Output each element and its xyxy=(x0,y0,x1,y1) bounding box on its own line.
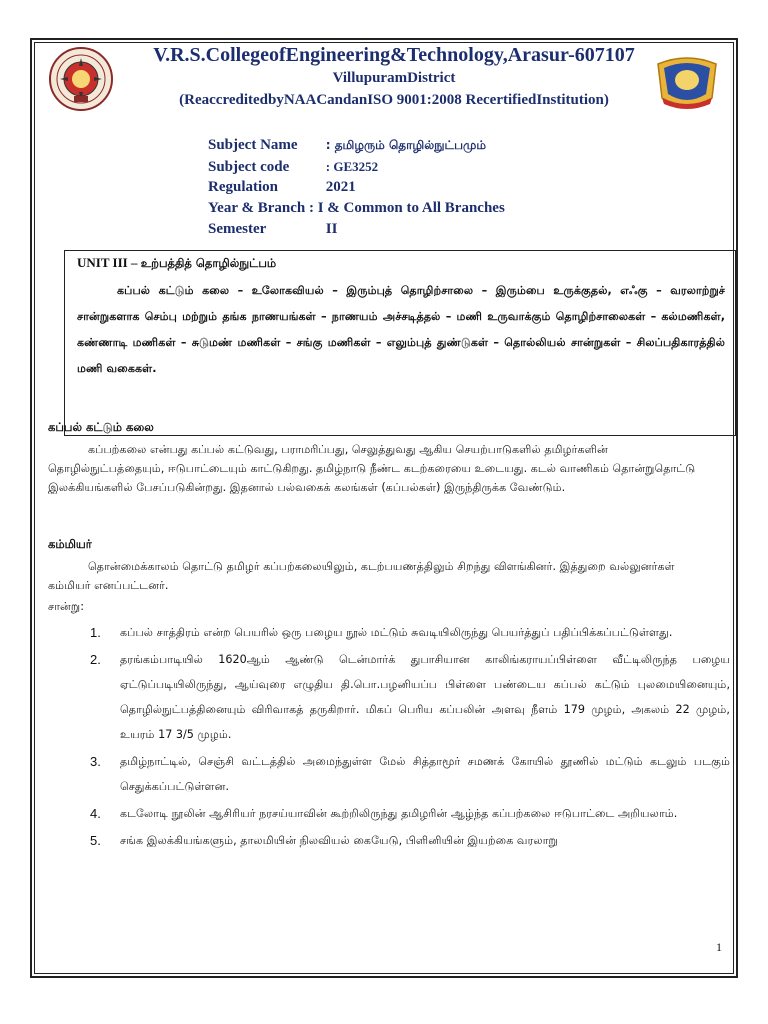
evidence-label: சான்று: xyxy=(48,600,85,613)
list-item-text: கடலோடி நூலின் ஆசிரியர் நரசய்யாவின் கூற்றிலிருந்து தமிழரின் ஆழ்ந்த கப்பற்கலை ஈடுபாட்டை அறியலாம். xyxy=(120,807,678,820)
list-item xyxy=(90,647,730,747)
unit-title-tamil: உற்பத்தித் தொழில்நுட்பம் xyxy=(140,256,277,270)
unit-syllabus-box xyxy=(64,250,736,436)
subject-code-row xyxy=(208,156,608,177)
semester-row xyxy=(208,219,608,240)
unit-title xyxy=(77,255,725,272)
evidence-list xyxy=(90,620,730,855)
regulation-row xyxy=(208,177,608,198)
list-item-text: தரங்கம்பாடியில் 1620ஆம் ஆண்டு டென்மார்க் துபாசியான காலிங்கராயப்பிள்ளை வீட்டிலிருந்த பழைய ஏட்டுப்படியிலிருந்து, ஆய்வுரை எழுதிய தி.பொ.பழனியப்ப பிள்ளை பண்டைய கப்பல் கட்டும் புலமையினையும், தொழில்நுட்பத்தினையும் விரிவாகத் தருகிறார். மிகப் பெரிய கப்பலின் அளவு நீளம் 179 முழம், அகலம் 22 முழம், உயரம் 17 3/5 முழம். xyxy=(120,653,730,741)
list-item xyxy=(90,620,730,645)
kammiyar-heading: கம்மியர் xyxy=(48,537,92,551)
semester-label: Semester xyxy=(208,221,267,237)
list-item-number: 5. xyxy=(90,833,101,848)
subject-name-row xyxy=(208,135,608,156)
list-item-text: தமிழ்நாட்டில், செஞ்சி வட்டத்தில் அமைந்துள்ள மேல் சித்தாமூர் சமணக் கோயில் தூணில் மட்டும் கடலும் படகும் செதுக்கப்பட்டுள்ளன. xyxy=(120,755,730,793)
subject-name-label: Subject Name xyxy=(208,137,298,153)
list-item xyxy=(90,749,730,799)
unit-title-prefix: UNIT III – xyxy=(77,255,141,270)
list-item-text: கப்பல் சாத்திரம் என்ற பெயரில் ஒரு பழைய நூல் மட்டும் சுவடியிலிருந்து பெயர்த்துப் பதிப்பிக்கப்பட்டுள்ளது. xyxy=(120,626,673,639)
college-name: V.R.S.CollegeofEngineering&Technology,Arasur-607107 xyxy=(153,44,635,66)
page-number: 1 xyxy=(716,940,722,954)
ship-building-heading: கப்பல் கட்டும் கலை xyxy=(48,420,154,434)
accreditation-text: (ReaccreditedbyNAACandanISO 9001:2008 RecertifiedInstitution) xyxy=(179,92,609,108)
semester-value: II xyxy=(325,221,338,237)
regulation-label: Regulation xyxy=(208,179,279,195)
kammiyar-paragraph: தொன்மைக்காலம் தொட்டு தமிழர் கப்பற்கலையிலும், கடற்பயணத்திலும் சிறந்து விளங்கினர். இத்துறை வல்லுனர்கள் கம்மியர் எனப்பட்டனர். xyxy=(48,560,675,592)
year-branch-row: Year & Branch : I & Common to All Branches xyxy=(208,200,505,216)
list-item-text: சங்க இலக்கியங்களும், தாலமியின் நிலவியல் கையேடு, பிளினியின் இயற்கை வரலாறு xyxy=(120,834,558,847)
list-item-number: 1. xyxy=(90,625,101,640)
list-item-number: 3. xyxy=(90,754,101,769)
unit-topics: கப்பல் கட்டும் கலை – உலோகவியல் – இரும்புத் தொழிற்சாலை – இரும்பை உருக்குதல், எஃகு – வரலாற்றுச் சான்றுகளாக செம்பு மற்றும் தங்க நாணயங்கள் – நாணயம் அச்சடித்தல் – மணி உருவாக்கும் தொழிற்சாலைகள் – கல்மணிகள், கண்ணாடி மணிகள் – சுடுமண் மணிகள் – சங்கு மணிகள் – எலும்புத் துண்டுகள் – தொல்லியல் சான்றுகள் – சிலப்பதிகாரத்தில் மணி வகைகள். xyxy=(77,284,725,375)
subject-code-value: : GE3252 xyxy=(325,159,379,174)
list-item xyxy=(90,828,730,853)
list-item xyxy=(90,801,730,826)
list-item-number: 4. xyxy=(90,806,101,821)
ship-building-paragraph: கப்பற்கலை என்பது கப்பல் கட்டுவது, பராமரிப்பது, செலுத்துவது ஆகிய செயற்பாடுகளில் தமிழர்களின் தொழில்நுட்பத்தையும், ஈடுபாட்டையும் காட்டுகிறது. தமிழ்நாடு நீண்ட கடற்கரையை உடையது. கடல் வாணிகம் தொன்றுதொட்டு இலக்கியங்களில் பேசப்படுகின்றது. இதனால் பல்வகைக் கலங்கள் (கப்பல்கள்) இருந்திருக்க வேண்டும். xyxy=(48,443,696,494)
subject-name-value: : தமிழரும் தொழில்நுட்பமும் xyxy=(325,138,486,152)
district-name: VillupuramDistrict xyxy=(332,70,456,86)
subject-details xyxy=(208,135,608,240)
subject-code-label: Subject code xyxy=(208,159,290,175)
list-item-number: 2. xyxy=(90,652,101,667)
college-crest-icon xyxy=(48,46,114,112)
regulation-value: 2021 xyxy=(325,179,356,195)
